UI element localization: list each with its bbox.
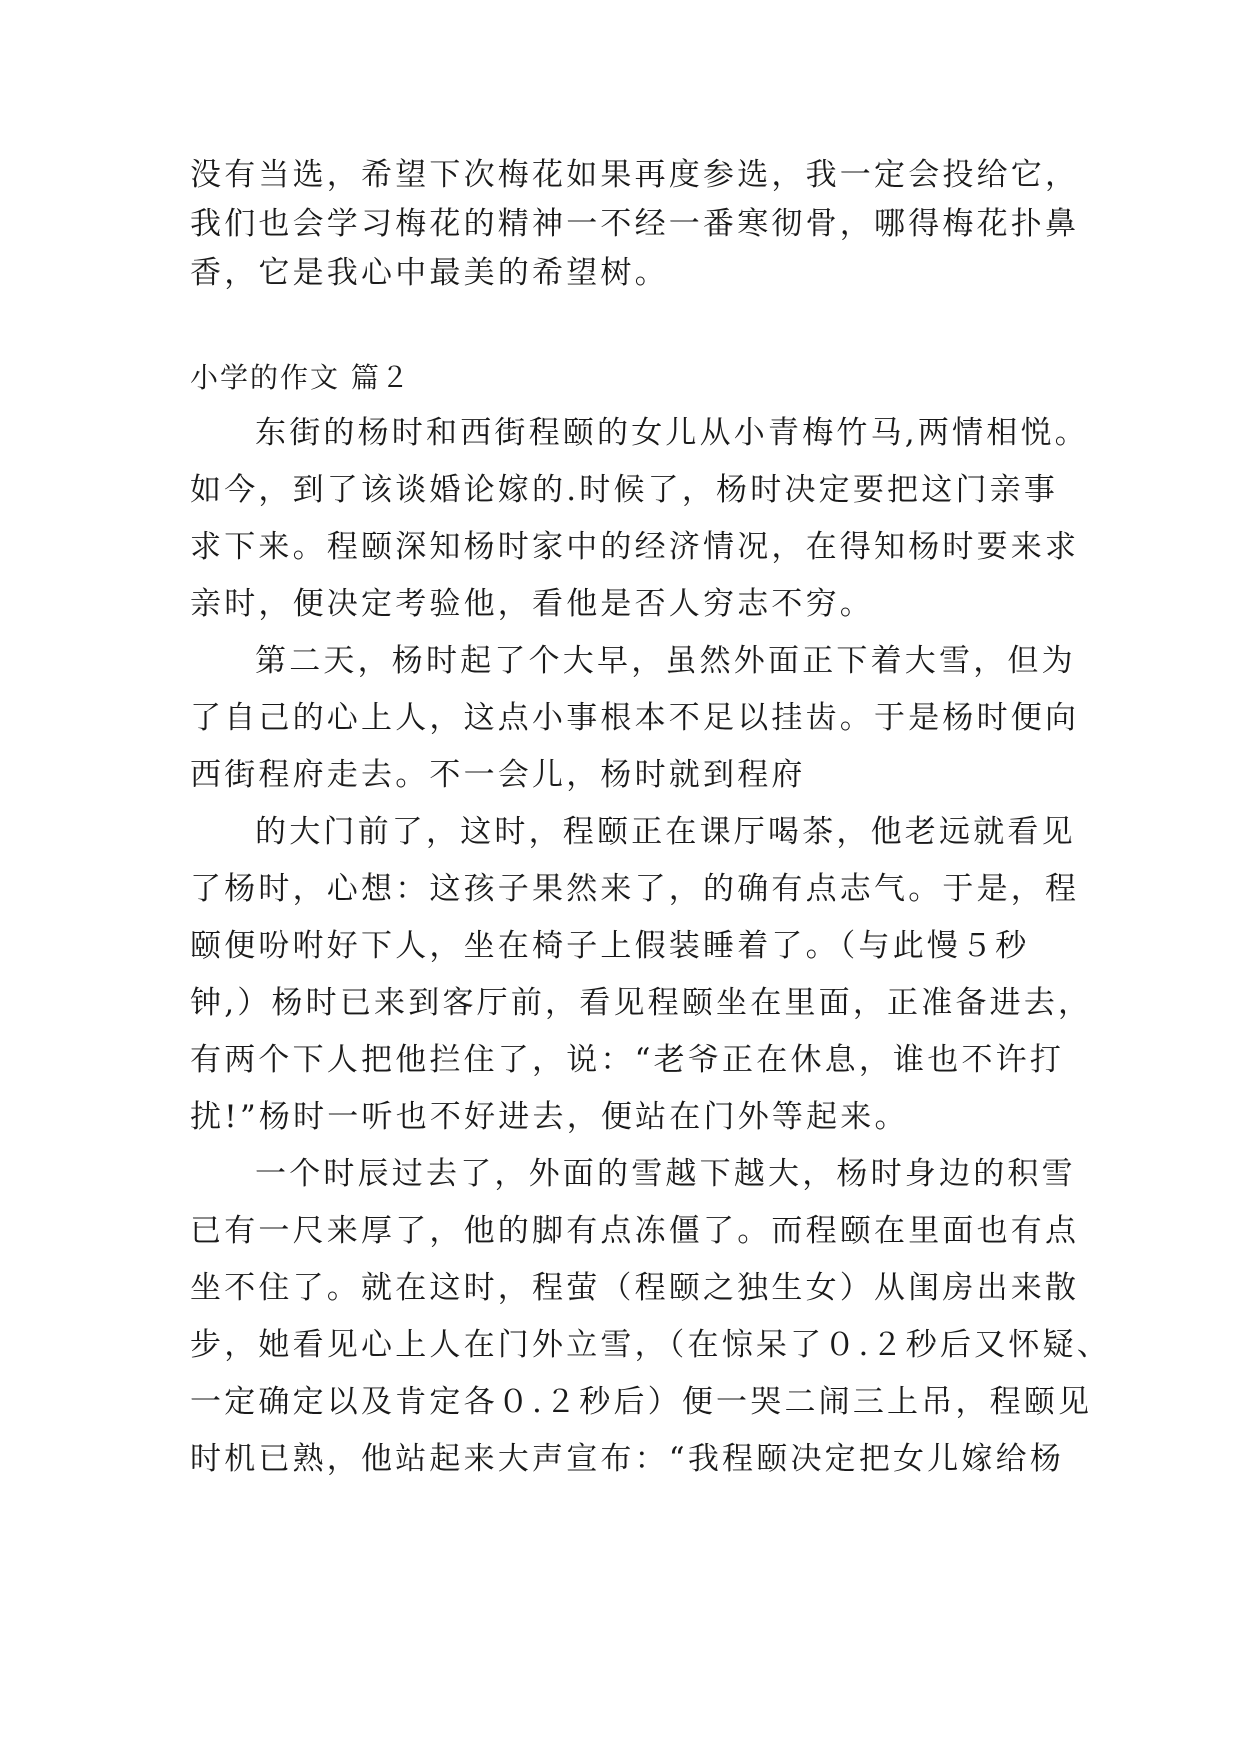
paragraph-line: 有两个下人把他拦住了，说：“老爷正在休息，谁也不许打 xyxy=(190,1042,1065,1078)
paragraph-line: 如今，到了该谈婚论嫁的.时候了，杨时决定要把这门亲事 xyxy=(190,472,1059,508)
paragraph-line: 第二天，杨时起了个大早，虽然外面正下着大雪，但为 xyxy=(255,643,1076,679)
section-heading: 小学的作文 篇２ xyxy=(190,361,411,394)
paragraph-line: 求下来。程颐深知杨时家中的经济情况，在得知杨时要来求 xyxy=(190,529,1080,565)
paragraph-line: 香，它是我心中最美的希望树。 xyxy=(190,255,669,291)
paragraph-line: 颐便吩咐好下人，坐在椅子上假装睡着了。（与此慢５秒 xyxy=(190,928,1030,964)
paragraph-line: 钟,）杨时已来到客厅前，看见程颐坐在里面，正准备进去， xyxy=(190,985,1093,1021)
paragraph-line: 的大门前了，这时，程颐正在课厅喝茶，他老远就看见 xyxy=(255,814,1076,850)
paragraph-line: 东街的杨时和西街程颐的女儿从小青梅竹马,两情相悦。 xyxy=(255,415,1089,451)
paragraph-line: 亲时，便决定考验他，看他是否人穷志不穷。 xyxy=(190,586,874,622)
paragraph-line: 坐不住了。就在这时，程萤（程颐之独生女）从闺房出来散 xyxy=(190,1270,1080,1306)
paragraph-line: 西街程府走去。不一会儿，杨时就到程府 xyxy=(190,757,806,793)
paragraph-line: 扰!”杨时一听也不好进去，便站在门外等起来。 xyxy=(190,1099,909,1135)
paragraph-line: 没有当选，希望下次梅花如果再度参选，我一定会投给它， xyxy=(190,157,1080,193)
paragraph-line: 了自己的心上人，这点小事根本不足以挂齿。于是杨时便向 xyxy=(190,700,1080,736)
paragraph-line: 了杨时，心想：这孩子果然来了，的确有点志气。于是，程 xyxy=(190,871,1080,907)
paragraph-line: 步，她看见心上人在门外立雪，（在惊呆了０.２秒后又怀疑、 xyxy=(190,1327,1111,1363)
paragraph-line: 一个时辰过去了，外面的雪越下越大，杨时身边的积雪 xyxy=(255,1156,1076,1192)
paragraph-line: 一定确定以及肯定各０.２秒后）便一哭二闹三上吊，程颐见 xyxy=(190,1384,1093,1420)
paragraph-line: 时机已熟，他站起来大声宣布：“我程颐决定把女儿嫁给杨 xyxy=(190,1441,1065,1477)
paragraph-line: 已有一尺来厚了，他的脚有点冻僵了。而程颐在里面也有点 xyxy=(190,1213,1080,1249)
paragraph-line: 我们也会学习梅花的精神一不经一番寒彻骨，哪得梅花扑鼻 xyxy=(190,206,1080,242)
